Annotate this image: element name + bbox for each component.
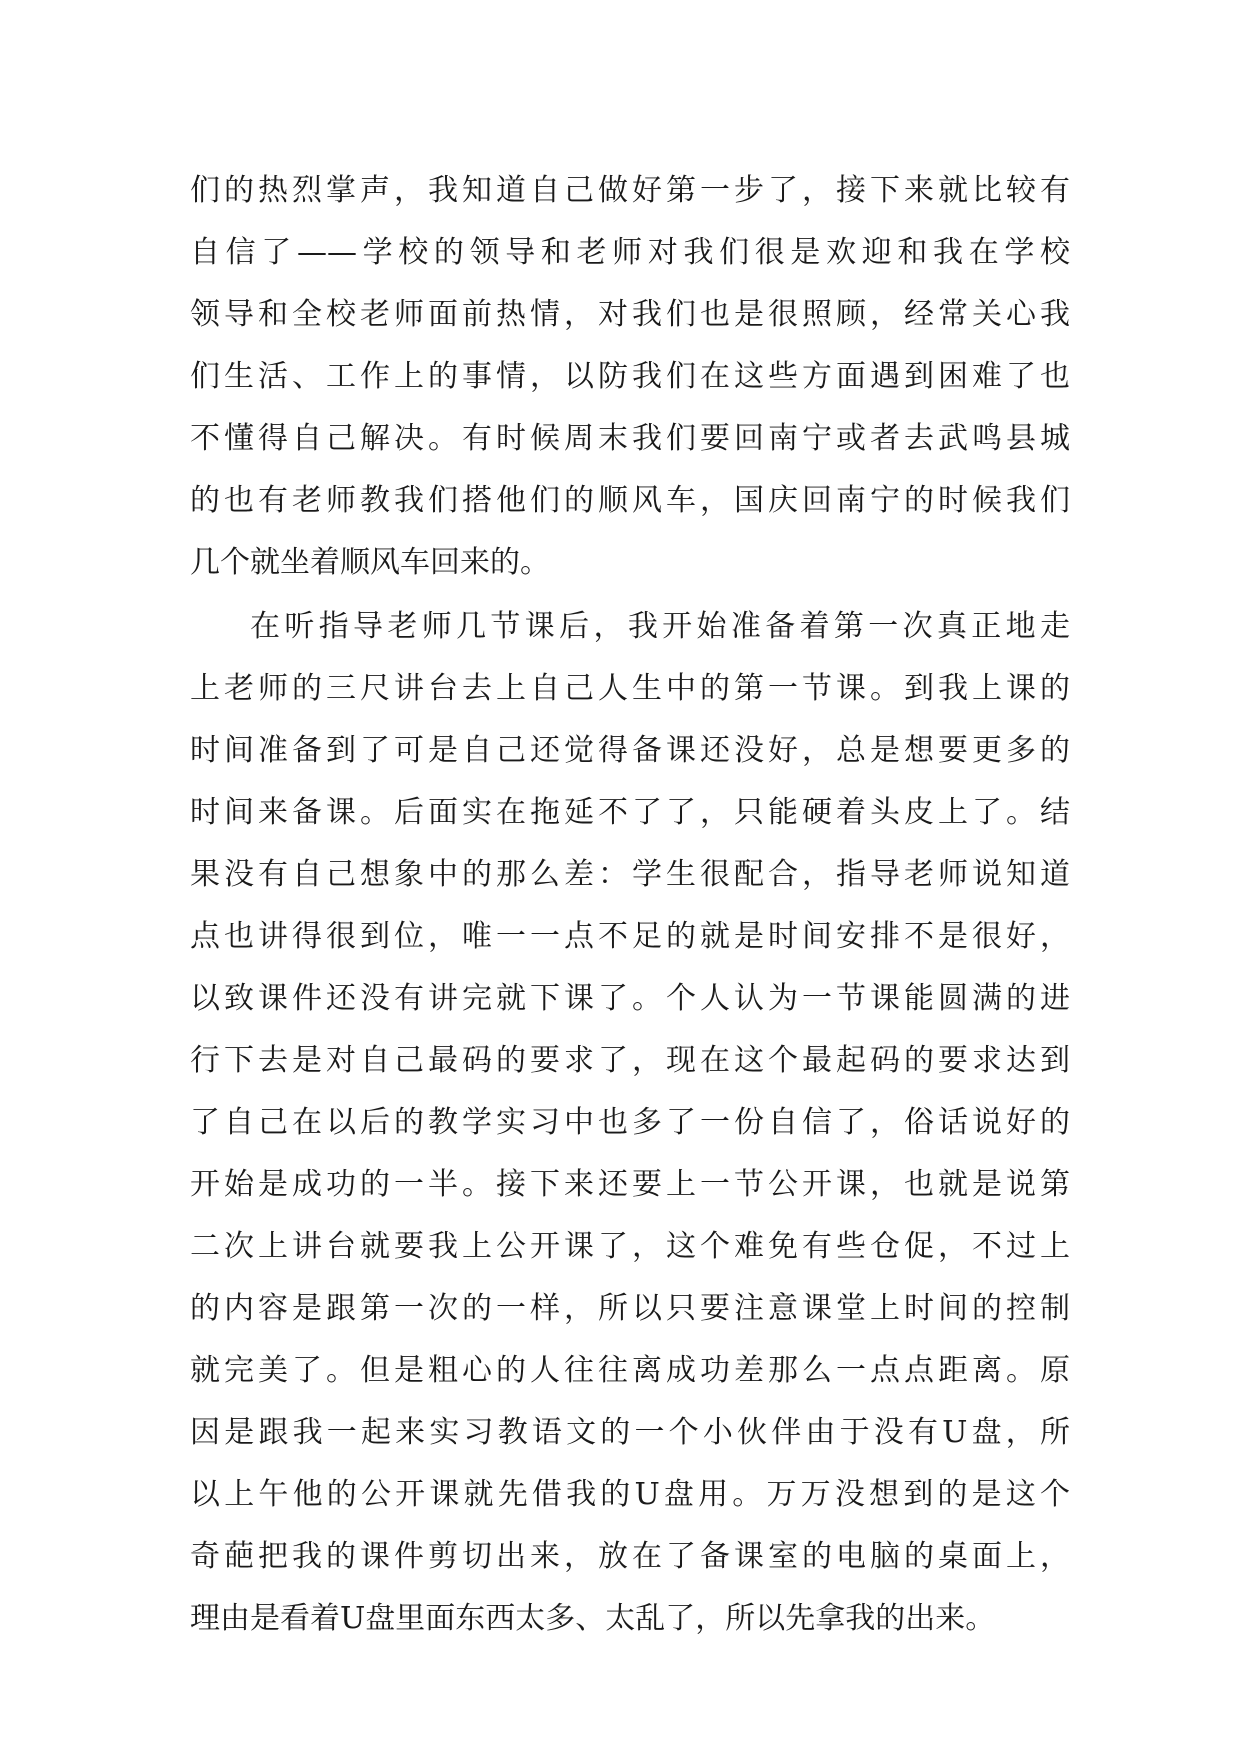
text-line: 上老师的三尺讲台去上自己人生中的第一节课。到我上课的 (190, 671, 1070, 706)
text-line: 们生活、工作上的事情，以防我们在这些方面遇到困难了也 (190, 359, 1070, 394)
document-body (190, 160, 1070, 1650)
paragraph-1 (190, 160, 1070, 594)
text-line: 果没有自己想象中的那么差：学生很配合，指导老师说知道 (190, 857, 1070, 892)
text-line: 以致课件还没有讲完就下课了。个人认为一节课能圆满的进 (190, 981, 1070, 1016)
text-line: 的也有老师教我们搭他们的顺风车，国庆回南宁的时候我们 (190, 483, 1070, 518)
text-line: 的内容是跟第一次的一样，所以只要注意课堂上时间的控制 (190, 1291, 1070, 1326)
text-line: 不懂得自己解决。有时候周末我们要回南宁或者去武鸣县城 (190, 421, 1070, 456)
text-line: 因是跟我一起来实习教语文的一个小伙伴由于没有U盘，所 (190, 1415, 1070, 1450)
text-line: 奇葩把我的课件剪切出来，放在了备课室的电脑的桌面上， (190, 1539, 1070, 1574)
text-line: 在听指导老师几节课后，我开始准备着第一次真正地走 (250, 609, 1070, 644)
text-line: 开始是成功的一半。接下来还要上一节公开课，也就是说第 (190, 1167, 1070, 1202)
text-line: 二次上讲台就要我上公开课了，这个难免有些仓促，不过上 (190, 1229, 1070, 1264)
text-line: 时间来备课。后面实在拖延不了了，只能硬着头皮上了。结 (190, 795, 1070, 830)
text-line: 理由是看着U盘里面东西太多、太乱了，所以先拿我的出来。 (190, 1601, 996, 1636)
paragraph-2 (190, 596, 1070, 1650)
text-line: 时间准备到了可是自己还觉得备课还没好，总是想要更多的 (190, 733, 1070, 768)
text-line: 行下去是对自己最码的要求了，现在这个最起码的要求达到 (190, 1043, 1070, 1078)
text-line: 就完美了。但是粗心的人往往离成功差那么一点点距离。原 (190, 1353, 1070, 1388)
text-line: 领导和全校老师面前热情，对我们也是很照顾，经常关心我 (190, 297, 1070, 332)
text-line: 以上午他的公开课就先借我的U盘用。万万没想到的是这个 (190, 1477, 1070, 1512)
text-line: 点也讲得很到位，唯一一点不足的就是时间安排不是很好， (190, 919, 1070, 954)
text-line: 们的热烈掌声，我知道自己做好第一步了，接下来就比较有 (190, 173, 1070, 208)
text-line: 自信了——学校的领导和老师对我们很是欢迎和我在学校 (190, 235, 1070, 270)
text-line: 几个就坐着顺风车回来的。 (190, 545, 550, 580)
text-line: 了自己在以后的教学实习中也多了一份自信了，俗话说好的 (190, 1105, 1070, 1140)
